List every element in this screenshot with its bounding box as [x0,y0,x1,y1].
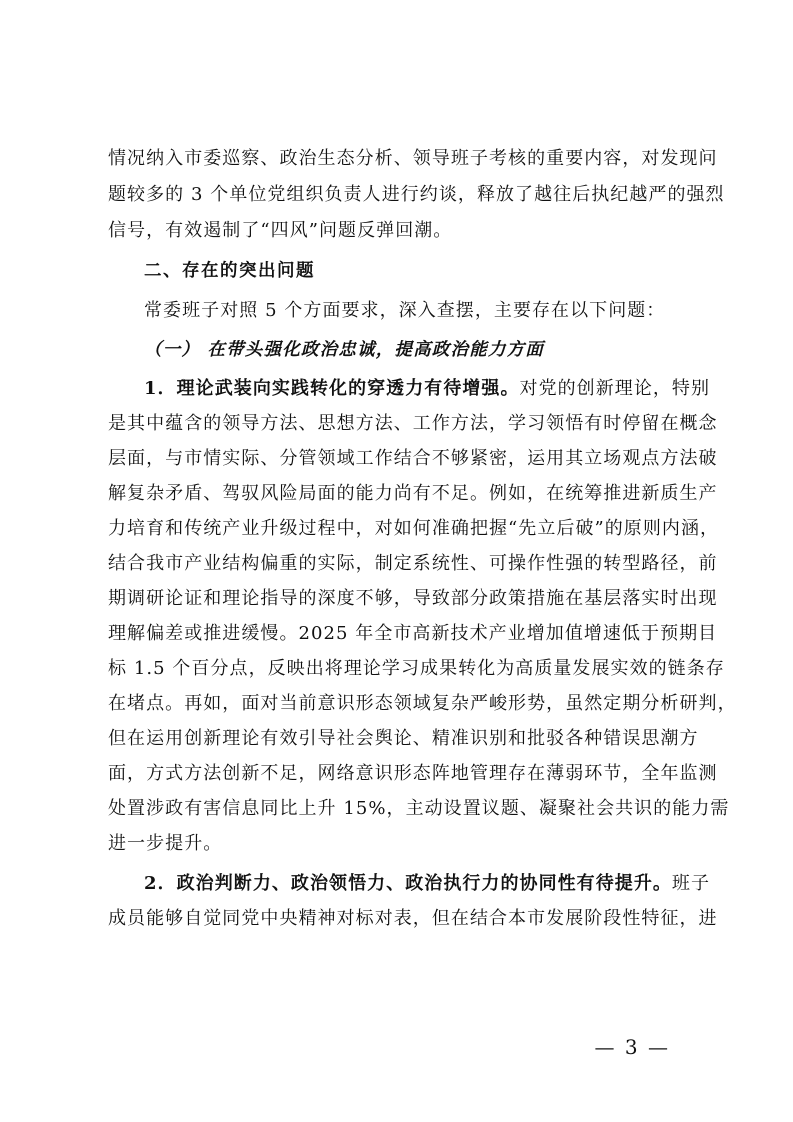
body-line: 面，方式方法创新不足，网络意识形态阵地管理存在薄弱环节，全年监测 [108,763,718,784]
body-line: 处置涉政有害信息同比上升 15%，主动设置议题、凝聚社会共识的能力需 [108,798,730,819]
intro-line: 常委班子对照 5 个方面要求，深入查摆，主要存在以下问题： [144,300,666,321]
body-line: 力培育和传统产业升级过程中，对如何准确把握“先立后破”的原则内涵， [108,518,720,539]
body-line: 在堵点。再如，面对当前意识形态领域复杂严峻形势，虽然定期分析研判， [108,693,737,714]
body-line: 层面，与市情实际、分管领域工作结合不够紧密，运用其立场观点方法破 [108,448,718,469]
body-line: 结合我市产业结构偏重的实际，制定系统性、可操作性强的转型路径，前 [108,553,718,574]
paragraph-1-first-line [144,372,711,406]
body-line: 期调研论证和理论指导的深度不够，导致部分政策措施在基层落实时出现 [108,588,718,609]
section-heading: 二、存在的突出问题 [144,261,315,281]
body-line: 标 1.5 个百分点，反映出将理论学习成果转化为高质量发展实效的链条存 [108,658,725,679]
body-line: 成员能够自觉同党中央精神对标对表，但在结合本市发展阶段性特征，进 [108,908,718,929]
paragraph-1-line-rest: 对党的创新理论，特别 [519,378,711,399]
body-line: 理解偏差或推进缓慢。2025 年全市高新技术产业增加值增速低于预期目 [108,623,718,644]
paragraph-2-line-rest: 班子 [671,873,711,894]
body-line: 是其中蕴含的领导方法、思想方法、工作方法，学习领悟有时停留在概念 [108,413,718,434]
body-line: 但在运用创新理论有效引导社会舆论、精准识别和批驳各种错误思潮方 [108,728,699,749]
subheading: （一） 在带头强化政治忠诚，提高政治能力方面 [144,340,544,360]
paragraph-2-lead: 2．政治判断力、政治领悟力、政治执行力的协同性有待提升。 [144,873,672,894]
body-line: 信号，有效遏制了“四风”问题反弹回潮。 [108,220,453,241]
body-line: 题较多的 3 个单位党组织负责人进行约谈，释放了越往后执纪越严的强烈 [108,184,725,205]
page-number: — 3 — [594,1035,670,1059]
body-line: 情况纳入市委巡察、政治生态分析、领导班子考核的重要内容，对发现问 [108,148,718,169]
body-line: 进一步提升。 [108,833,223,854]
paragraph-2-first-line [144,867,711,901]
paragraph-1-lead: 1．理论武装向实践转化的穿透力有待增强。 [144,378,520,399]
body-line: 解复杂矛盾、驾驭风险局面的能力尚有不足。例如，在统筹推进新质生产 [108,483,718,504]
